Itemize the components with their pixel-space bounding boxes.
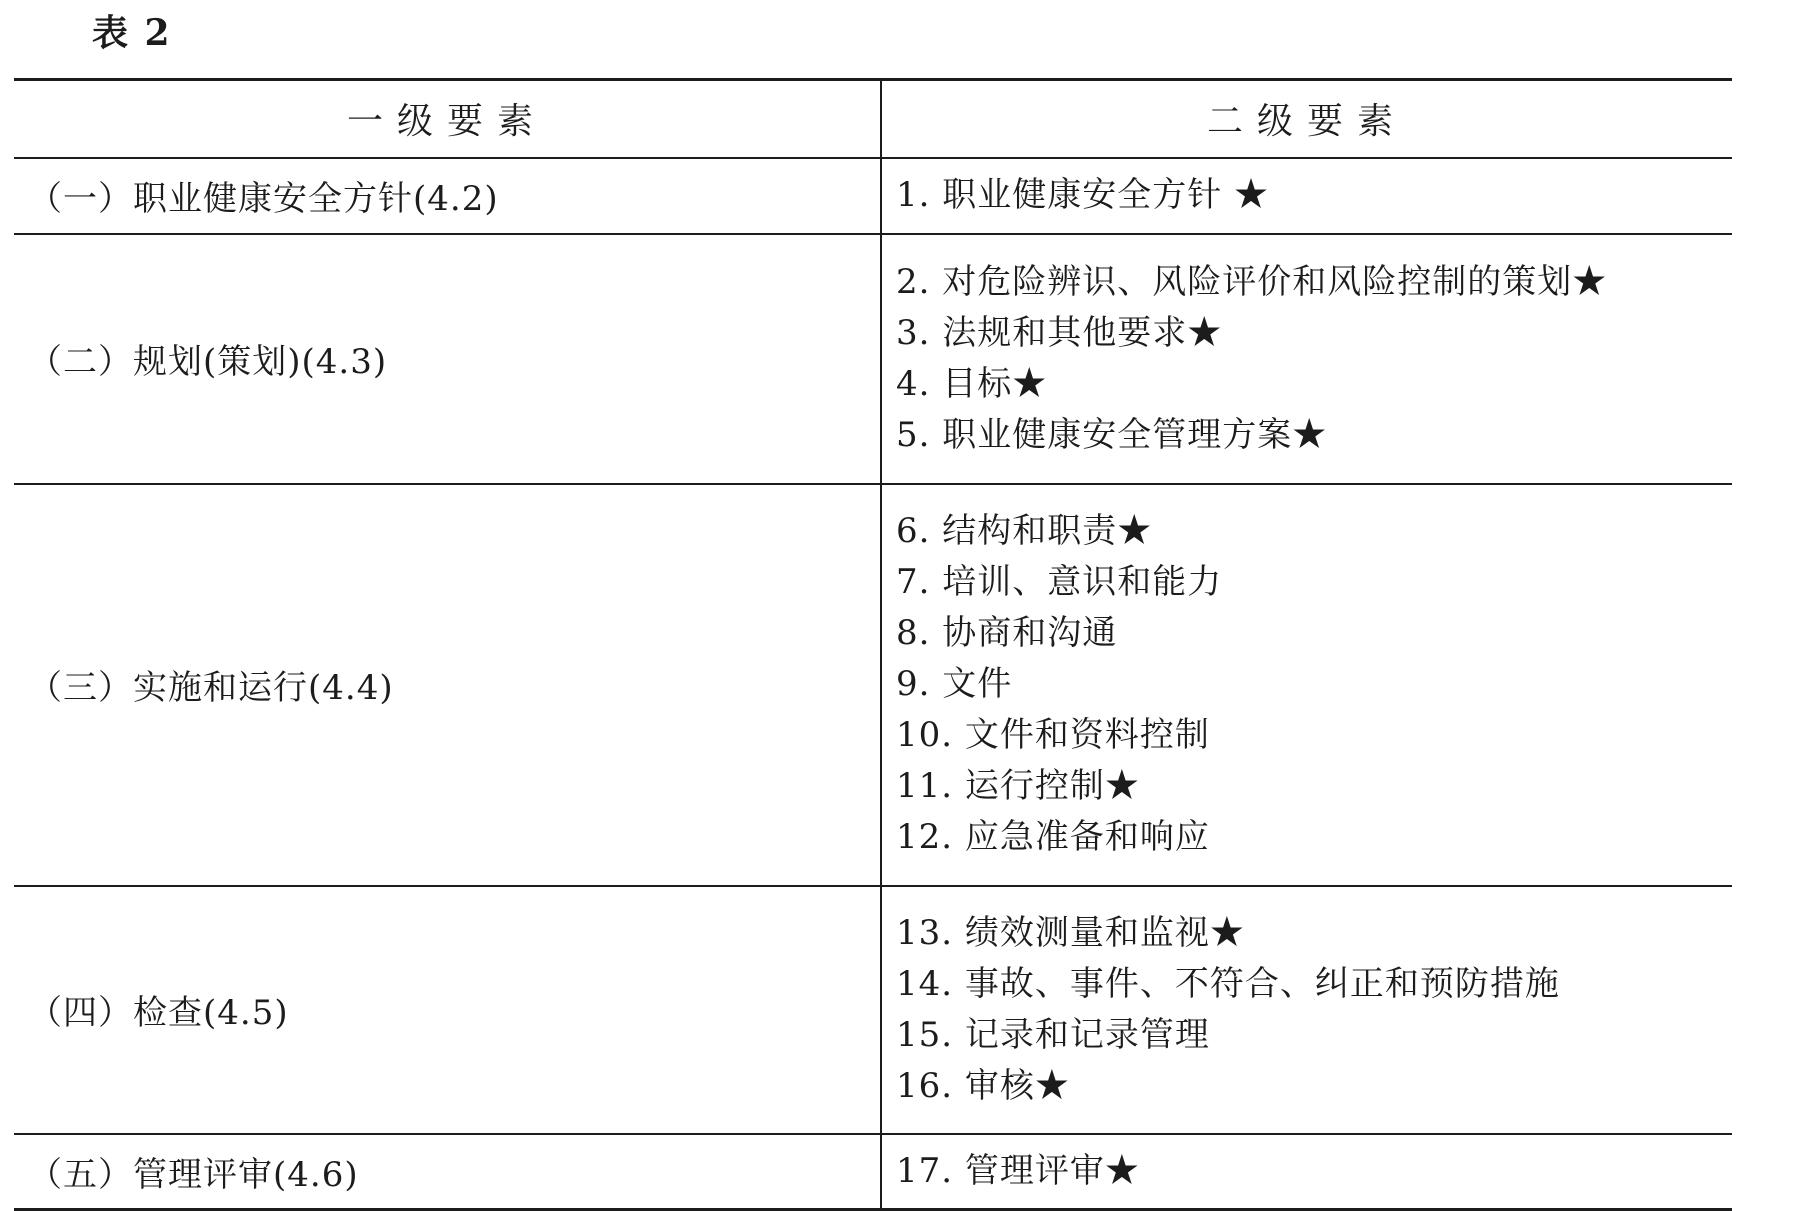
table-row — [14, 886, 1732, 1134]
primary-element: （四）检查(4.5) — [14, 886, 881, 1134]
secondary-element: 6. 结构和职责★ — [896, 511, 1153, 551]
secondary-elements-cell — [881, 158, 1732, 234]
secondary-element: 2. 对危险辨识、风险评价和风险控制的策划★ — [896, 261, 1608, 302]
table-body — [14, 158, 1732, 1210]
secondary-element: 12. 应急准备和响应 — [896, 817, 1210, 857]
primary-element: （二）规划(策划)(4.3) — [14, 234, 881, 484]
secondary-element: 3. 法规和其他要求★ — [896, 312, 1223, 353]
secondary-element: 1. 职业健康安全方针 ★ — [896, 175, 1270, 215]
secondary-element-list — [896, 1146, 1732, 1197]
table-row — [14, 1134, 1732, 1210]
secondary-elements-cell — [881, 886, 1732, 1134]
elements-table — [14, 78, 1732, 1211]
secondary-element: 8. 协商和沟通 — [896, 613, 1118, 653]
secondary-elements-cell — [881, 484, 1732, 886]
primary-element: （一）职业健康安全方针(4.2) — [14, 158, 881, 234]
secondary-element: 5. 职业健康安全管理方案★ — [896, 414, 1328, 455]
secondary-element: 4. 目标★ — [896, 363, 1048, 404]
secondary-element-list — [896, 170, 1732, 221]
table-header — [14, 80, 1732, 158]
table-row — [14, 234, 1732, 484]
elements-table-container — [14, 78, 1732, 1211]
secondary-element-list — [896, 257, 1732, 461]
table-caption: 表 2 — [92, 12, 172, 54]
secondary-element: 11. 运行控制★ — [896, 766, 1140, 806]
header-row — [14, 80, 1732, 158]
table-row — [14, 484, 1732, 886]
secondary-elements-cell — [881, 1134, 1732, 1210]
secondary-element: 16. 审核★ — [896, 1065, 1070, 1106]
secondary-element: 10. 文件和资料控制 — [896, 715, 1210, 755]
table-row — [14, 158, 1732, 234]
secondary-element: 13. 绩效测量和监视★ — [896, 912, 1245, 953]
primary-element: （五）管理评审(4.6) — [14, 1134, 881, 1210]
primary-element: （三）实施和运行(4.4) — [14, 484, 881, 886]
secondary-element-list — [896, 908, 1732, 1112]
secondary-element: 15. 记录和记录管理 — [896, 1014, 1210, 1055]
header-level2: 二级要素 — [881, 80, 1732, 158]
header-level1: 一级要素 — [14, 80, 881, 158]
secondary-element-list — [896, 506, 1732, 863]
secondary-element: 9. 文件 — [896, 664, 1013, 704]
secondary-element: 17. 管理评审★ — [896, 1150, 1140, 1191]
secondary-element: 14. 事故、事件、不符合、纠正和预防措施 — [896, 963, 1560, 1004]
secondary-element: 7. 培训、意识和能力 — [896, 562, 1223, 602]
secondary-elements-cell — [881, 234, 1732, 484]
